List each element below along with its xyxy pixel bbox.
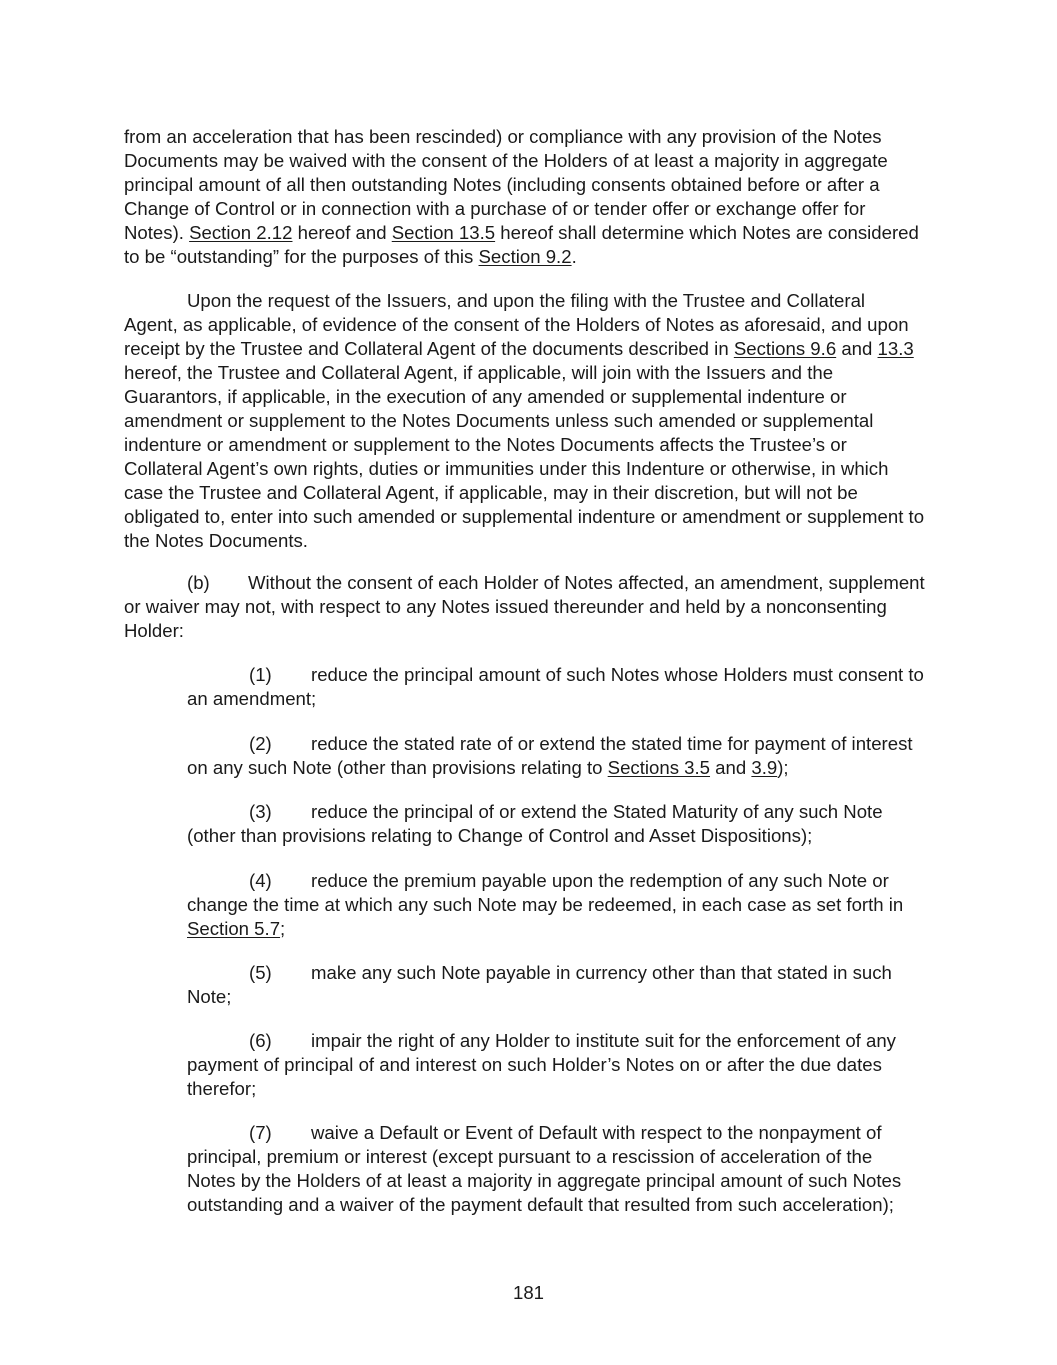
text-line: payment of principal of and interest on such Holder’s Notes on or after the due dates [187,1054,882,1075]
text-line [187,663,924,687]
list-item [187,961,892,1009]
text-span: to be “outstanding” for the purposes of this [124,246,479,267]
text-line: Notes by the Holders of at least a majority in aggregate principal amount of such Notes [187,1170,902,1191]
text-span: Upon the request of the Issuers, and upon the filing with the Trustee and Collateral [187,290,866,311]
text-line: from an acceleration that has been rescinded) or compliance with any provision of the Notes [124,126,882,147]
text-span: ; [280,918,286,939]
text-line: Holder: [124,620,184,641]
text-span: receipt by the Trustee and Collateral Agent of the documents described in [124,338,734,359]
text-line [124,289,924,313]
text-span: reduce the premium payable upon the redemption of any such Note or [311,870,889,891]
item-marker: (5) [249,962,272,983]
text-span: hereof and [292,222,392,243]
text-line [187,961,892,985]
text-span: Without the consent of each Holder of Notes affected, an amendment, supplement [248,572,925,593]
list-item [187,663,924,711]
list-item [187,732,913,780]
text-span: make any such Note payable in currency other than that stated in such [311,962,892,983]
item-marker: (2) [249,733,272,754]
text-line: change the time at which any such Note may be redeemed, in each case as set forth in [187,894,904,915]
list-item [187,1029,896,1101]
text-line: therefor; [187,1078,257,1099]
text-line [187,1029,896,1053]
text-line: Note; [187,986,232,1007]
text-span: reduce the principal amount of such Notes whose Holders must consent to [311,664,924,685]
text-line: (other than provisions relating to Change of Control and Asset Dispositions); [187,825,813,846]
text-line: hereof, the Trustee and Collateral Agent, if applicable, will join with the Issuers and the [124,362,834,383]
text-line [187,917,903,941]
text-line: indenture or amendment or supplement to the Notes Documents affects the Trustee’s or [124,434,847,455]
item-marker: (7) [249,1122,272,1143]
text-line: Documents may be waived with the consent of the Holders of at least a majority in aggregate [124,150,888,171]
section-reference-link[interactable]: Section 13.5 [391,222,496,243]
text-line [124,245,919,269]
text-span: . [571,246,577,267]
text-line [187,1121,901,1145]
list-item [187,800,883,848]
text-line: Change of Control or in connection with a purchase of or tender offer or exchange offer for [124,198,866,219]
text-line: amendment or supplement to the Notes Documents unless such amended or supplemental [124,410,874,431]
text-line [187,732,913,756]
paragraph-issuers-request [124,289,924,553]
text-span: Notes). [124,222,190,243]
text-line: case the Trustee and Collateral Agent, if applicable, may in their discretion, but will not be [124,482,858,503]
text-line: principal amount of all then outstanding Notes (including consents obtained before or after a [124,174,880,195]
text-span: impair the right of any Holder to institute suit for the enforcement of any [311,1030,896,1051]
text-span: and [710,757,752,778]
list-item [187,869,903,941]
text-line [124,337,924,361]
text-line [124,221,919,245]
text-span: on any such Note (other than provisions relating to [187,757,608,778]
section-reference-link[interactable]: Section 9.2 [478,246,572,267]
text-span: and [836,338,878,359]
text-line: principal, premium or interest (except pursuant to a rescission of acceleration of the [187,1146,873,1167]
paragraph-b [124,571,925,643]
clause-marker: (b) [187,572,210,593]
item-marker: (4) [249,870,272,891]
page-number: 181 [512,1282,545,1303]
item-marker: (6) [249,1030,272,1051]
text-line [124,571,925,595]
text-span: waive a Default or Event of Default with respect to the nonpayment of [311,1122,882,1143]
section-reference-link[interactable]: 13.3 [877,338,914,359]
section-reference-link[interactable]: 3.9 [751,757,778,778]
text-line: Collateral Agent’s own rights, duties or immunities under this Indenture or otherwise, in which [124,458,889,479]
text-span: reduce the principal of or extend the Stated Maturity of any such Note [311,801,883,822]
text-line: an amendment; [187,688,317,709]
text-line [187,869,903,893]
item-marker: (3) [249,801,272,822]
text-line [187,756,913,780]
item-marker: (1) [249,664,272,685]
section-reference-link[interactable]: Section 2.12 [189,222,293,243]
text-line [187,800,883,824]
text-line: Agent, as applicable, of evidence of the consent of the Holders of Notes as aforesaid, and upon [124,314,909,335]
text-span: hereof shall determine which Notes are considered [495,222,919,243]
list-item [187,1121,901,1217]
text-line: the Notes Documents. [124,530,308,551]
text-line: outstanding and a waiver of the payment default that resulted from such acceleration); [187,1194,894,1215]
section-reference-link[interactable]: Section 5.7 [187,918,281,939]
text-line: Guarantors, if applicable, in the execution of any amended or supplemental indenture or [124,386,847,407]
section-reference-link[interactable]: Sections 3.5 [607,757,711,778]
text-line: or waiver may not, with respect to any Notes issued thereunder and held by a nonconsenting [124,596,887,617]
text-span: reduce the stated rate of or extend the stated time for payment of interest [311,733,913,754]
section-reference-link[interactable]: Sections 9.6 [733,338,837,359]
text-line: obligated to, enter into such amended or supplemental indenture or amendment or supplement to [124,506,925,527]
text-span: ); [777,757,789,778]
paragraph-continuation [124,125,919,269]
